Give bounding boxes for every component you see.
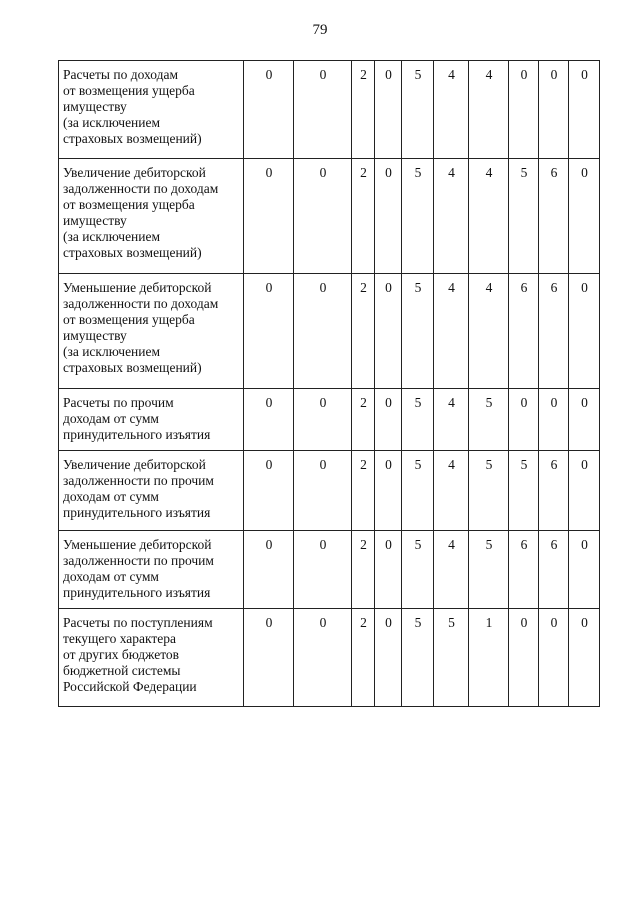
- code-digit: 0: [569, 389, 600, 451]
- row-description: Расчеты по прочим доходам от сумм принудительного изъятия: [59, 389, 244, 451]
- code-digit: 6: [509, 531, 539, 609]
- code-digit: 5: [509, 451, 539, 531]
- table-row: [59, 274, 600, 389]
- code-digit: 5: [469, 531, 509, 609]
- code-digit: 0: [569, 451, 600, 531]
- code-digit: 4: [469, 159, 509, 274]
- code-digit: 0: [569, 274, 600, 389]
- code-digit: 4: [434, 274, 469, 389]
- code-digit: 0: [569, 531, 600, 609]
- code-digit: 2: [352, 61, 375, 159]
- code-digit: 0: [375, 609, 402, 707]
- code-digit: 2: [352, 389, 375, 451]
- row-description: Увеличение дебиторской задолженности по прочим доходам от сумм принудительного изъятия: [59, 451, 244, 531]
- code-digit: 0: [509, 389, 539, 451]
- code-digit: 5: [402, 609, 434, 707]
- row-description: Уменьшение дебиторской задолженности по доходам от возмещения ущерба имуществу (за исключением страховых возмещений): [59, 274, 244, 389]
- code-digit: 4: [434, 389, 469, 451]
- code-digit: 0: [244, 531, 294, 609]
- code-digit: 4: [434, 451, 469, 531]
- row-description: Расчеты по поступлениям текущего характера от других бюджетов бюджетной системы Российской Федерации: [59, 609, 244, 707]
- code-digit: 5: [402, 451, 434, 531]
- accounts-table: [58, 60, 600, 707]
- code-digit: 5: [402, 61, 434, 159]
- code-digit: 0: [539, 389, 569, 451]
- code-digit: 2: [352, 274, 375, 389]
- code-digit: 0: [539, 609, 569, 707]
- table-row: [59, 451, 600, 531]
- table-row: [59, 159, 600, 274]
- code-digit: 0: [244, 61, 294, 159]
- code-digit: 0: [375, 61, 402, 159]
- code-digit: 0: [375, 274, 402, 389]
- code-digit: 2: [352, 159, 375, 274]
- code-digit: 0: [294, 389, 352, 451]
- code-digit: 2: [352, 531, 375, 609]
- code-digit: 0: [244, 274, 294, 389]
- code-digit: 4: [434, 61, 469, 159]
- code-digit: 0: [244, 159, 294, 274]
- code-digit: 5: [402, 159, 434, 274]
- code-digit: 0: [294, 451, 352, 531]
- code-digit: 0: [569, 61, 600, 159]
- code-digit: 2: [352, 451, 375, 531]
- code-digit: 0: [294, 531, 352, 609]
- code-digit: 0: [509, 61, 539, 159]
- code-digit: 5: [402, 389, 434, 451]
- code-digit: 6: [539, 531, 569, 609]
- code-digit: 5: [434, 609, 469, 707]
- table-row: [59, 389, 600, 451]
- code-digit: 0: [375, 531, 402, 609]
- code-digit: 4: [434, 159, 469, 274]
- code-digit: 4: [469, 61, 509, 159]
- code-digit: 5: [402, 531, 434, 609]
- table-row: [59, 531, 600, 609]
- code-digit: 0: [375, 451, 402, 531]
- code-digit: 0: [569, 609, 600, 707]
- code-digit: 0: [294, 61, 352, 159]
- code-digit: 0: [244, 451, 294, 531]
- code-digit: 0: [244, 609, 294, 707]
- code-digit: 0: [539, 61, 569, 159]
- code-digit: 0: [569, 159, 600, 274]
- code-digit: 0: [294, 159, 352, 274]
- code-digit: 0: [509, 609, 539, 707]
- code-digit: 4: [469, 274, 509, 389]
- code-digit: 0: [375, 389, 402, 451]
- code-digit: 6: [539, 159, 569, 274]
- code-digit: 6: [539, 274, 569, 389]
- code-digit: 1: [469, 609, 509, 707]
- code-digit: 5: [469, 451, 509, 531]
- table-row: [59, 609, 600, 707]
- code-digit: 4: [434, 531, 469, 609]
- code-digit: 0: [375, 159, 402, 274]
- row-description: Уменьшение дебиторской задолженности по прочим доходам от сумм принудительного изъятия: [59, 531, 244, 609]
- code-digit: 0: [294, 274, 352, 389]
- page-number: 79: [312, 22, 328, 38]
- code-digit: 2: [352, 609, 375, 707]
- code-digit: 0: [294, 609, 352, 707]
- code-digit: 6: [539, 451, 569, 531]
- row-description: Расчеты по доходам от возмещения ущерба имуществу (за исключением страховых возмещений): [59, 61, 244, 159]
- code-digit: 5: [402, 274, 434, 389]
- code-digit: 0: [244, 389, 294, 451]
- table-row: [59, 61, 600, 159]
- code-digit: 6: [509, 274, 539, 389]
- code-digit: 5: [509, 159, 539, 274]
- code-digit: 5: [469, 389, 509, 451]
- row-description: Увеличение дебиторской задолженности по доходам от возмещения ущерба имуществу (за исключением страховых возмещений): [59, 159, 244, 274]
